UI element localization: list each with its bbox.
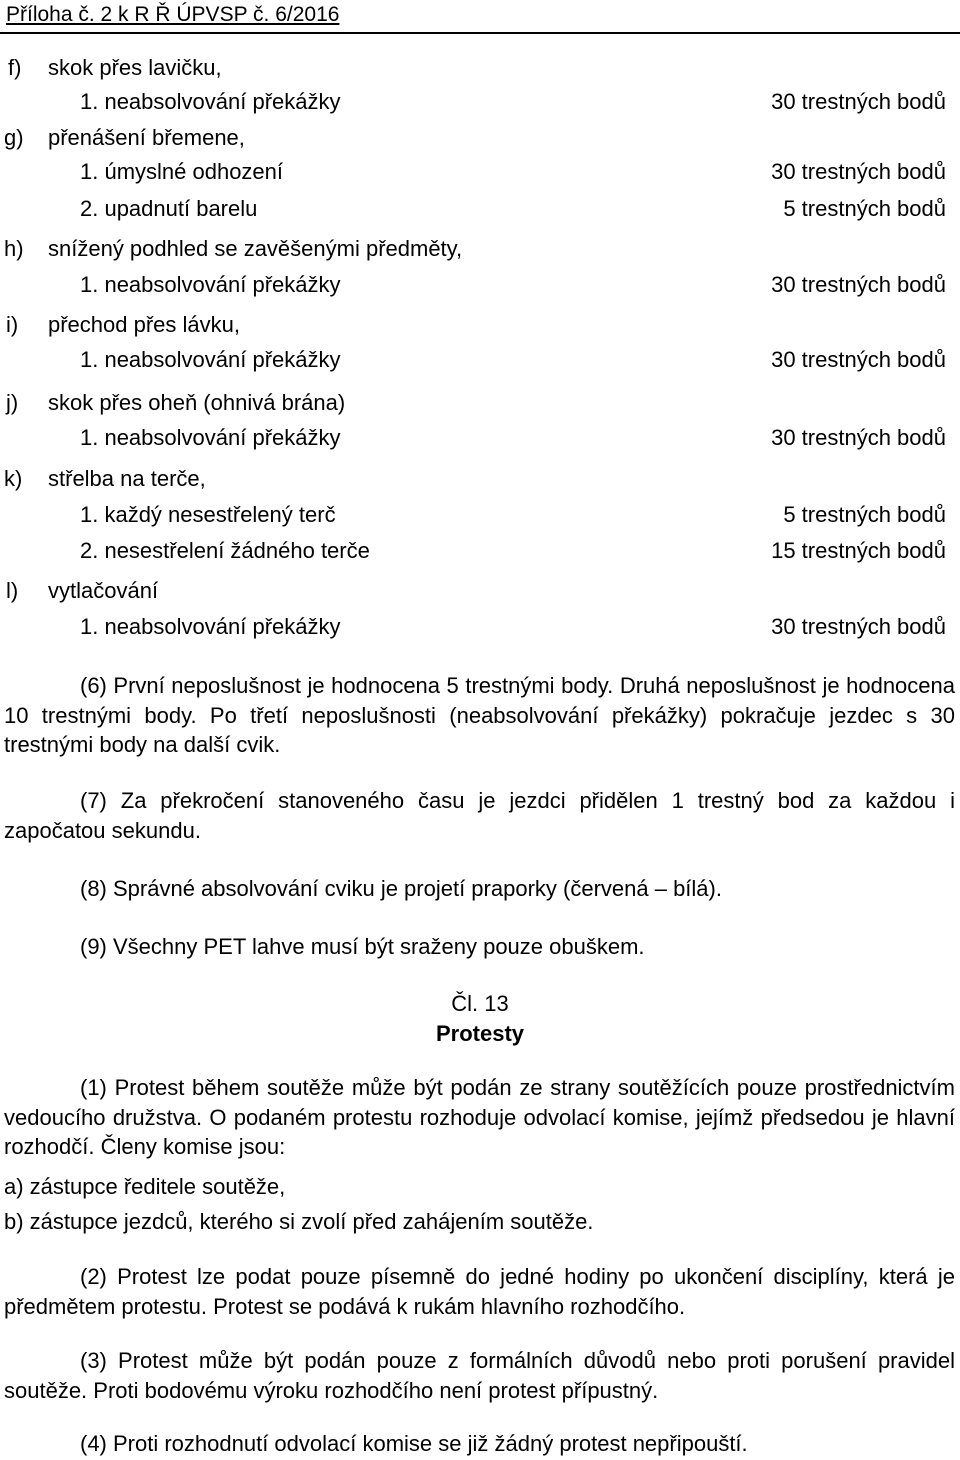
penalty-title: přenášení břemene,: [48, 125, 245, 150]
penalty-title: vytlačování: [48, 578, 159, 603]
penalty-item-label: 1. neabsolvování překážky: [80, 614, 341, 639]
penalty-letter: f): [8, 55, 22, 80]
penalty-title: snížený podhled se zavěšenými předměty,: [48, 236, 463, 261]
header-title: Příloha č. 2 k R Ř ÚPVSP č. 6/2016: [6, 3, 340, 26]
penalty-item-points: 30 trestných bodů: [771, 272, 946, 297]
rule-paragraph: (9) Všechny PET lahve musí být sraženy pouze obuškem.: [80, 934, 645, 959]
penalty-item-label: 1. neabsolvování překážky: [80, 272, 341, 297]
protest-paragraph: (1) Protest během soutěže může být podán ze strany soutěžících pouze prostřednictvím vedoucího družstva. O podaném protestu rozhoduje odvolací komise, jejímž předsedou je hlavní rozhodčí. Členy komise jsou:: [4, 1075, 955, 1159]
penalty-item-points: 5 trestných bodů: [783, 196, 946, 221]
penalty-letter: k): [4, 466, 23, 491]
penalty-item-label: 1. neabsolvování překážky: [80, 89, 341, 114]
rule-paragraph: (7) Za překročení stanoveného času je jezdci přidělen 1 trestný bod za každou i započatou sekundu.: [4, 788, 955, 843]
penalty-item-points: 30 trestných bodů: [771, 89, 946, 114]
article-title: Protesty: [435, 1021, 525, 1046]
page-header: [0, 0, 960, 34]
penalty-letter: l): [6, 578, 19, 603]
penalty-item-label: 1. každý nesestřelený terč: [80, 502, 336, 527]
penalty-item-points: 30 trestných bodů: [771, 159, 946, 184]
penalty-title: střelba na terče,: [48, 466, 206, 491]
penalty-title: skok přes lavičku,: [48, 55, 222, 80]
penalty-item-label: 1. úmyslné odhození: [80, 159, 284, 184]
penalty-item-points: 5 trestných bodů: [783, 502, 946, 527]
protest-paragraph: (4) Proti rozhodnutí odvolací komise se již žádný protest nepřipouští.: [80, 1431, 748, 1456]
penalty-item-label: 2. upadnutí barelu: [80, 196, 258, 221]
protest-member-item: a) zástupce ředitele soutěže,: [4, 1174, 286, 1199]
penalty-item-points: 15 trestných bodů: [771, 538, 946, 563]
article-number: Čl. 13: [451, 991, 509, 1016]
penalty-title: přechod přes lávku,: [48, 312, 240, 337]
penalty-letter: i): [6, 312, 19, 337]
protest-paragraph: (2) Protest lze podat pouze písemně do jedné hodiny po ukončení disciplíny, která je předmětem protestu. Protest se podává k rukám hlavního rozhodčího.: [4, 1264, 955, 1319]
penalty-letter: j): [6, 390, 19, 415]
penalty-letter: g): [4, 125, 24, 150]
penalty-item-label: 1. neabsolvování překážky: [80, 347, 341, 372]
penalty-title: skok přes oheň (ohnivá brána): [48, 390, 346, 415]
penalty-letter: h): [4, 236, 24, 261]
penalty-item-label: 2. nesestřelení žádného terče: [80, 538, 370, 563]
rule-paragraph: (8) Správné absolvování cviku je projetí praporky (červená – bílá).: [80, 876, 722, 901]
penalty-item-points: 30 trestných bodů: [771, 614, 946, 639]
protest-member-item: b) zástupce jezdců, kterého si zvolí před zahájením soutěže.: [4, 1209, 594, 1234]
penalty-item-label: 1. neabsolvování překážky: [80, 425, 341, 450]
protest-paragraph: (3) Protest může být podán pouze z formálních důvodů nebo proti porušení pravidel soutěže. Proti bodovému výroku rozhodčího není protest přípustný.: [4, 1348, 955, 1403]
penalty-item-points: 30 trestných bodů: [771, 425, 946, 450]
penalty-item-points: 30 trestných bodů: [771, 347, 946, 372]
rule-paragraph: (6) První neposlušnost je hodnocena 5 trestnými body. Druhá neposlušnost je hodnocena 10 trestnými body. Po třetí neposlušnosti (neabsolvování překážky) pokračuje jezdec s 30 trestnými body na další cvik.: [4, 673, 955, 757]
